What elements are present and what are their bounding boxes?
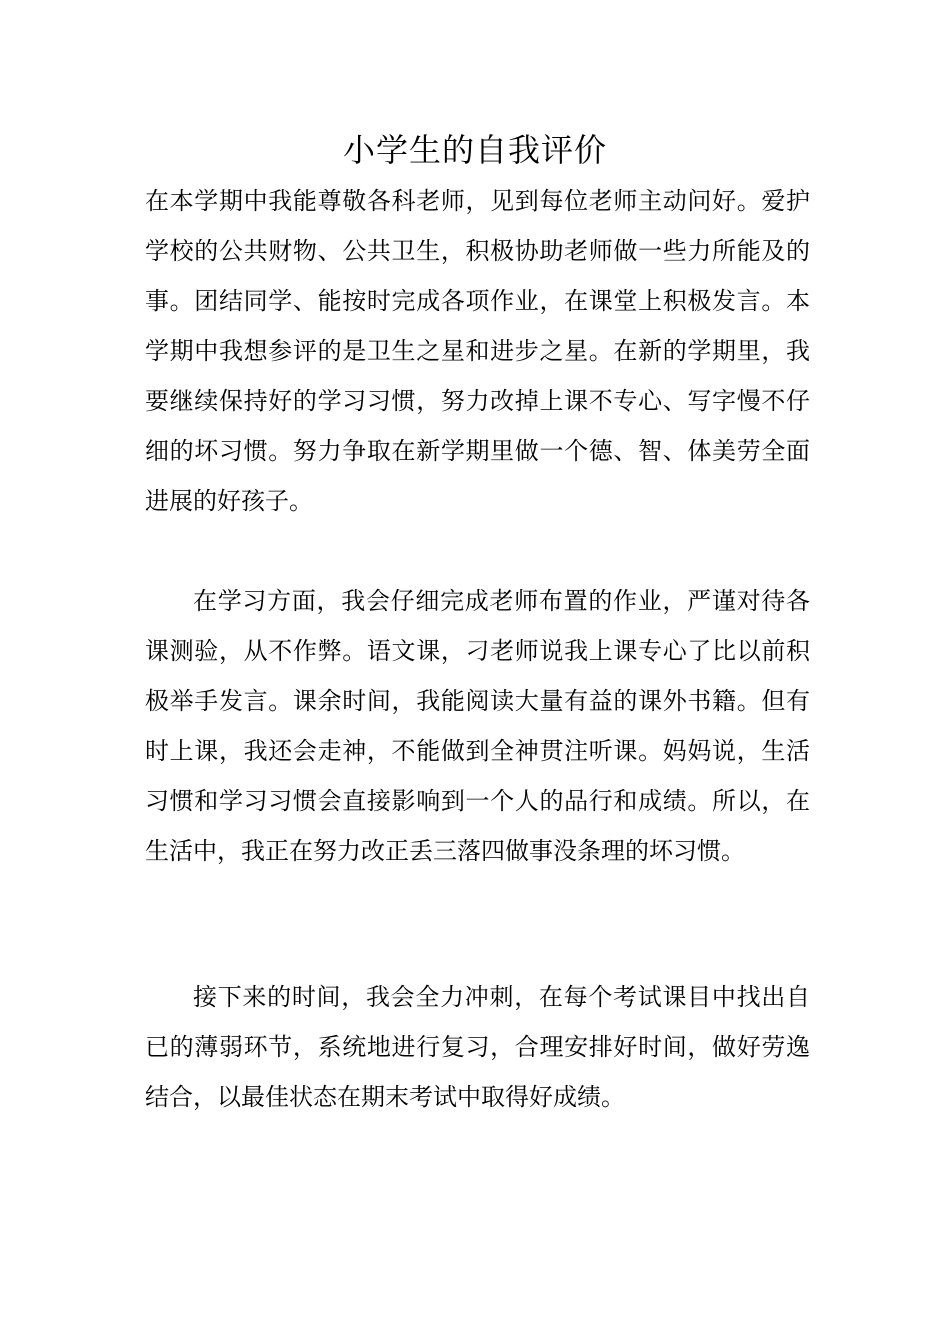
paragraph-3: 接下来的时间，我会全力冲刺，在每个考试课目中找出自已的薄弱环节，系统地进行复习，合理安排好时间，做好劳逸结合，以最佳状态在期末考试中取得好成绩。 [145,983,810,1111]
paragraph-2: 在学习方面，我会仔细完成老师布置的作业，严谨对待各课测验，从不作弊。语文课，刁老师说我上课专心了比以前积极举手发言。课余时间，我能阅读大量有益的课外书籍。但有时上课，我还会走神，不能做到全神贯注听课。妈妈说，生活习惯和学习习惯会直接影响到一个人的品行和成绩。所以，在生活中，我正在努力改正丢三落四做事没条理的坏习惯。 [145,587,810,865]
paragraph-1: 在本学期中我能尊敬各科老师，见到每位老师主动问好。爱护学校的公共财物、公共卫生，积极协助老师做一些力所能及的事。团结同学、能按时完成各项作业，在课堂上积极发言。本学期中我想参评的是卫生之星和进步之星。在新的学期里，我要继续保持好的学习习惯，努力改掉上课不专心、写字慢不仔细的坏习惯。努力争取在新学期里做一个德、智、体美劳全面进展的好孩子。 [145,187,810,515]
document-title: 小学生的自我评价 [342,131,607,169]
